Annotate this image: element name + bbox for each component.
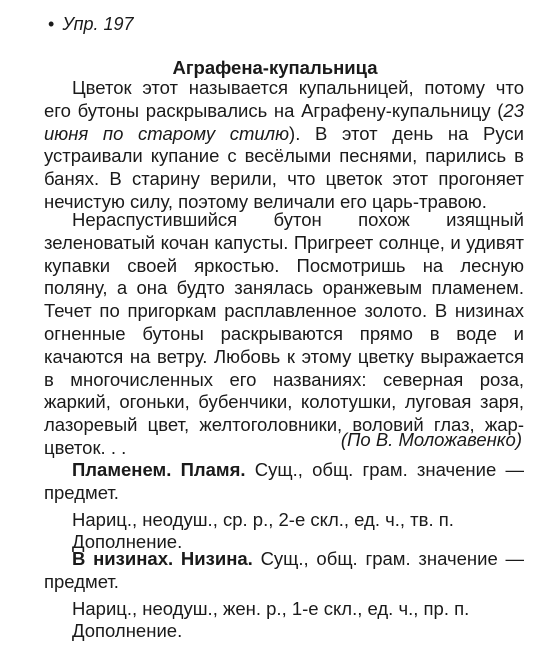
paragraph-1	[44, 77, 524, 214]
analysis-block-1	[44, 459, 524, 554]
analysis-2-line-1	[44, 548, 524, 594]
source-attribution: (По В. Моложавенко)	[340, 429, 522, 450]
analysis-1-line-3: Дополнение.	[72, 531, 183, 553]
analysis-2-line-3: Дополнение.	[72, 620, 183, 642]
analysis-2-head: В низинах. Низина.	[72, 548, 253, 569]
analysis-1-line-1	[44, 459, 524, 505]
analysis-block-2	[44, 548, 524, 643]
bullet-icon: •	[48, 14, 55, 34]
text-title: Аграфена-купальница	[172, 57, 378, 78]
analysis-2-meaning: Сущ., общ. грам. значение — предмет.	[44, 548, 524, 592]
paragraph-2: Нераспустившийся бутон похож изящный зеленоватый кочан капусты. Пригреет солнце, и удивят купавки своей яркостью. Посмотришь на лесную поляну, а она будто занялась оранжевым пламенем. Течет по пригоркам расплавленное золото. В низинах огненные бутоны раскрываются прямо в воде и качаются на ветру. Любовь к этому цветку выражается в многочисленных его названиях: северная роза, жаркий, огоньки, бубенчики, колотушки, луговая заря, лазоревый цвет, желтоголовники, воловий глаз, жар-цветок. . .	[44, 209, 524, 458]
analysis-2-line-2: Нариц., неодуш., жен. р., 1-е скл., ед. ч., пр. п.	[72, 597, 470, 619]
paragraph-1-part-b: ). В этот день на Руси устраивали купание с весёлыми песнями, парились в банях. В старину верили, что цветок этот прогоняет нечистую силу, поэтому величали его царь-травою.	[44, 122, 524, 212]
analysis-1-meaning: Сущ., общ. грам. значение — предмет.	[44, 459, 524, 503]
exercise-number	[48, 14, 134, 35]
paragraph-1-part-a: Цветок этот называется купальницей, потому что его бутоны раскрывались на Аграфену-купальницу (	[44, 77, 524, 121]
analysis-1-line-2: Нариц., неодуш., ср. р., 2-е скл., ед. ч., тв. п.	[72, 508, 454, 530]
paragraph-1-date-note: 23 июня по старому стилю	[44, 99, 524, 144]
analysis-1-head: Пламенем. Пламя.	[72, 459, 246, 480]
exercise-label: Упр. 197	[62, 14, 134, 34]
